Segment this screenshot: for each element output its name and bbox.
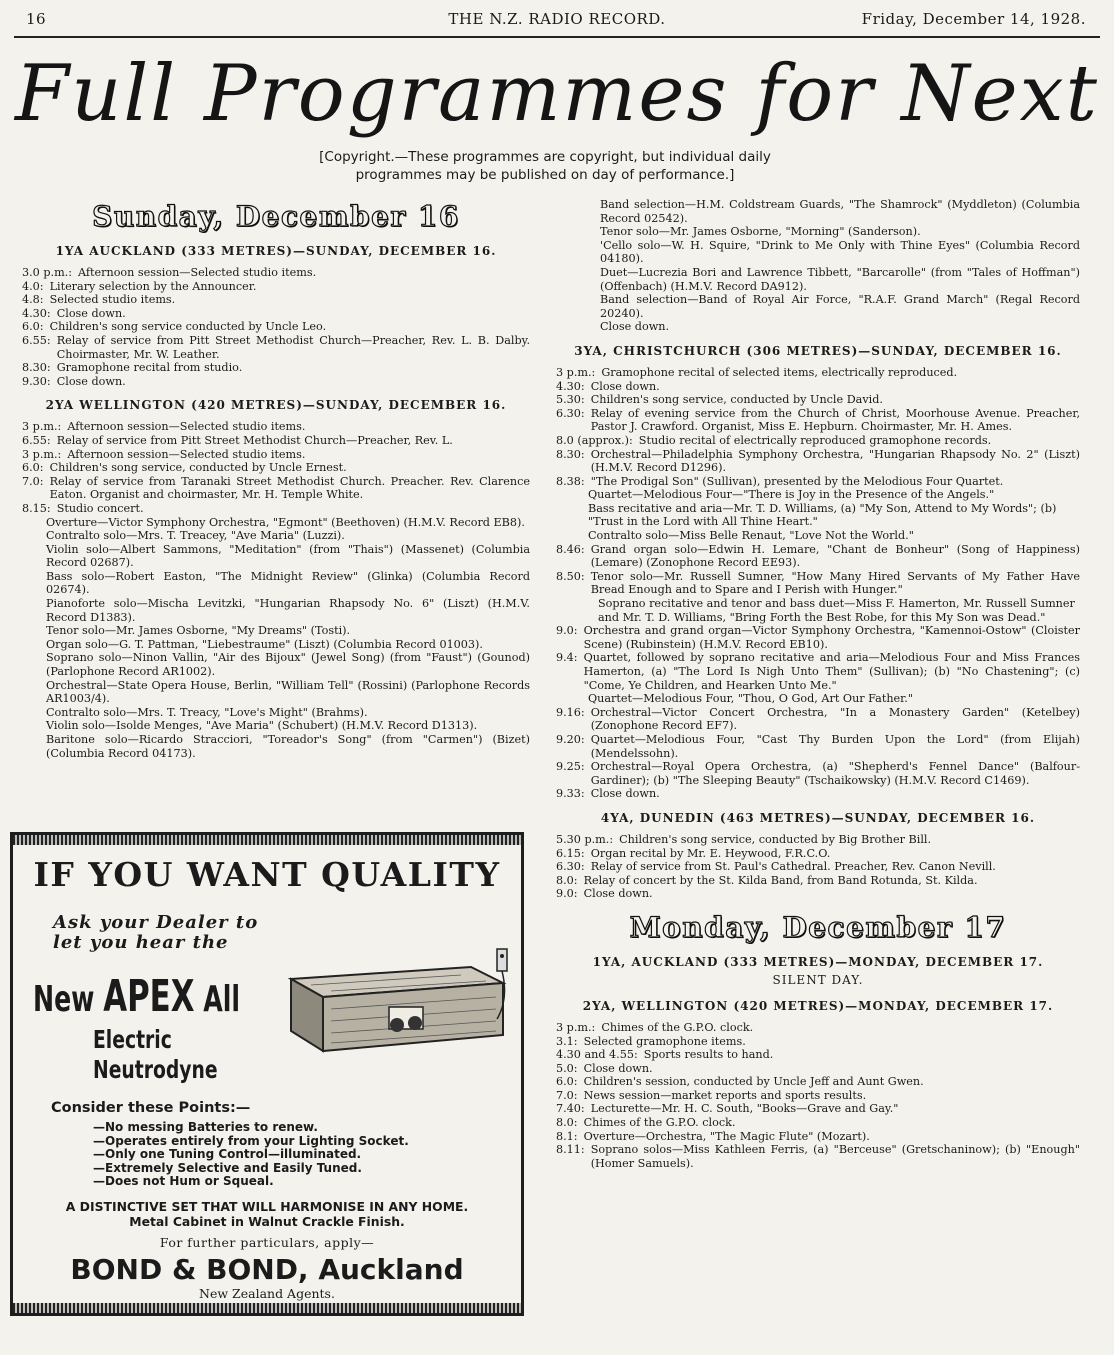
programme-item bbox=[556, 434, 1080, 448]
item-time: 7.0: bbox=[556, 1088, 578, 1102]
item-time: 8.0: bbox=[556, 873, 578, 887]
ad-product-type bbox=[93, 1025, 218, 1085]
programme-item bbox=[22, 280, 530, 294]
programme-list-2ya-monday bbox=[556, 1021, 1080, 1171]
item-time: 6.0: bbox=[22, 461, 44, 475]
concert-item: Violin solo—Isolde Menges, "Ave Maria" (Schubert) (H.M.V. Record D1313). bbox=[46, 719, 478, 733]
ad-point: —Only one Tuning Control—illuminated. bbox=[93, 1147, 362, 1162]
item-time: 4.0: bbox=[22, 279, 44, 293]
item-text: News session—market reports and sports results. bbox=[583, 1088, 867, 1102]
silent-day-note: SILENT DAY. bbox=[772, 972, 864, 987]
programme-item bbox=[556, 651, 1080, 692]
item-text: Close down. bbox=[590, 787, 660, 801]
programme-item bbox=[22, 420, 530, 434]
left-column bbox=[22, 198, 530, 760]
concert-item: Tenor solo—Mr. James Osborne, "My Dreams" (Tosti). bbox=[46, 624, 351, 638]
ad-point: —Extremely Selective and Easily Tuned. bbox=[93, 1160, 362, 1175]
item-text: Children's song service, conducted by Big Brother Bill. bbox=[619, 832, 932, 846]
item-time: 7.40: bbox=[556, 1102, 585, 1116]
item-text: Sports results to hand. bbox=[643, 1048, 774, 1062]
ad-points-list bbox=[93, 1121, 409, 1189]
programme-item bbox=[556, 1143, 1080, 1170]
programme-item bbox=[556, 1116, 1080, 1130]
item-time: 8.50: bbox=[556, 569, 585, 583]
concert-item: Overture—Victor Symphony Orchestra, "Egmont" (Beethoven) (H.M.V. Record EB8). bbox=[46, 515, 525, 529]
item-text: Afternoon session—Selected studio items. bbox=[67, 447, 306, 461]
programme-item bbox=[22, 502, 530, 516]
item-text: Afternoon session—Selected studio items. bbox=[78, 266, 317, 279]
item-time: 9.0: bbox=[556, 624, 578, 638]
programme-list-4ya-sunday bbox=[556, 833, 1080, 901]
programme-list-2ya-sunday bbox=[22, 420, 530, 760]
programme-item bbox=[556, 847, 1080, 861]
item-time: 6.55: bbox=[22, 333, 51, 347]
programme-item bbox=[556, 1021, 1080, 1035]
item-time: 3 p.m.: bbox=[22, 447, 62, 461]
publication-title: THE N.Z. RADIO RECORD. bbox=[448, 10, 666, 28]
ad-consider-heading: Consider these Points:— bbox=[51, 1100, 251, 1116]
item-text: Orchestral—Philadelphia Symphony Orchestra, "Hungarian Rhapsody No. 2" (Liszt) (H.M.V. Record D1296). bbox=[590, 447, 1080, 475]
concert-item: Band selection—Band of Royal Air Force, "R.A.F. Grand March" (Regal Record 20240). bbox=[600, 293, 1080, 320]
programme-item bbox=[556, 570, 1080, 597]
programme-item bbox=[22, 475, 530, 502]
programme-item bbox=[22, 434, 530, 448]
ad-product-brand: APEX bbox=[103, 971, 195, 1022]
item-time: 7.0: bbox=[22, 474, 44, 488]
item-time: 9.33: bbox=[556, 787, 585, 801]
programme-item bbox=[556, 1089, 1080, 1103]
programme-list-2ya-sunday-continued bbox=[556, 198, 1080, 334]
item-time: 9.25: bbox=[556, 760, 585, 774]
item-text: Children's song service conducted by Uncle Leo. bbox=[49, 320, 327, 334]
item-text: Close down. bbox=[56, 306, 126, 320]
programme-item bbox=[556, 407, 1080, 434]
item-text: Relay of service from Pitt Street Methodist Church—Preacher, Rev. L. B. Dalby. Choirmaster, Mr. W. Leather. bbox=[56, 333, 530, 361]
item-text: Close down. bbox=[583, 887, 653, 901]
item-text: Relay of evening service from the Church of Christ, Moorhouse Avenue. Preacher, Pastor J. Crawford. Organist, Miss E. Hepburn. Choirmaster, Mr. H. Ames. bbox=[590, 406, 1080, 434]
programme-item bbox=[22, 448, 530, 462]
apex-radio-advertisement bbox=[10, 832, 524, 1316]
ad-cabinet-finish: Metal Cabinet in Walnut Crackle Finish. bbox=[129, 1214, 405, 1229]
ad-agents: New Zealand Agents. bbox=[199, 1286, 335, 1301]
station-heading-2ya-monday: 2YA, WELLINGTON (420 METRES)—MONDAY, DECEMBER 17. bbox=[582, 998, 1054, 1013]
programme-item bbox=[556, 1130, 1080, 1144]
item-text: Relay of service from Taranaki Street Methodist Church. Preacher. Rev. Clarence Eaton. Organist and choirmaster, Mr. H. Temple White. bbox=[49, 474, 530, 502]
item-time: 3 p.m.: bbox=[556, 1020, 596, 1034]
page-number: 16 bbox=[26, 10, 47, 28]
item-text: Orchestra and grand organ—Victor Symphony Orchestra, "Kamennoi-Ostow" (Cloister Scene) (Rubinstein) (H.M.V. Record EB10). bbox=[583, 624, 1080, 651]
concert-item: Soprano solo—Ninon Vallin, "Air des Bijoux" (Jewel Song) (from "Faust") (Gounod) (Parlophone Record AR1002). bbox=[46, 651, 530, 679]
ad-product-neutrodyne: Neutrodyne bbox=[93, 1055, 218, 1084]
concert-item: Pianoforte solo—Mischa Levitzki, "Hungarian Rhapsody No. 6" (Liszt) (H.M.V. Record D1383). bbox=[46, 597, 530, 624]
programme-item bbox=[22, 266, 530, 280]
item-time: 3 p.m.: bbox=[22, 420, 62, 434]
programme-item bbox=[22, 361, 530, 375]
station-heading-1ya-sunday: 1YA AUCKLAND (333 METRES)—SUNDAY, DECEMBER 16. bbox=[55, 244, 497, 258]
item-text: Gramophone recital from studio. bbox=[56, 361, 243, 375]
item-time: 5.30: bbox=[556, 393, 585, 407]
sub-item: Bass recitative and aria—Mr. T. D. Williams, (a) "My Son, Attend to My Words"; (b) "Trust in the Lord with All Thine Heart." bbox=[588, 501, 1057, 529]
item-time: 8.30: bbox=[22, 361, 51, 375]
item-time: 8.11: bbox=[556, 1143, 585, 1157]
sub-item: Quartet—Melodious Four, "Thou, O God, Art Our Father." bbox=[588, 692, 913, 706]
ad-product-all: All bbox=[194, 979, 240, 1020]
item-time: 6.0: bbox=[556, 1075, 578, 1089]
monday-title: Monday, December 17 bbox=[629, 910, 1007, 944]
concert-item: 'Cello solo—W. H. Squire, "Drink to Me Only with Thine Eyes" (Columbia Record 04180). bbox=[600, 238, 1080, 266]
item-text: Soprano solos—Miss Kathleen Ferris, (a) "Berceuse" (Gretschaninow); (b) "Enough" (Homer Samuels). bbox=[590, 1143, 1080, 1170]
item-text: Children's song service, conducted by Uncle David. bbox=[590, 393, 883, 407]
item-time: 8.0: bbox=[556, 1116, 578, 1130]
concert-item: Orchestral—State Opera House, Berlin, "William Tell" (Rossini) (Parlophone Records AR1003/4). bbox=[46, 678, 530, 706]
station-heading-3ya-sunday: 3YA, CHRISTCHURCH (306 METRES)—SUNDAY, DECEMBER 16. bbox=[574, 343, 1062, 358]
item-time: 8.15: bbox=[22, 501, 51, 515]
item-text: Lecturette—Mr. H. C. South, "Books—Grave and Gay." bbox=[590, 1102, 899, 1116]
ad-ask-dealer bbox=[53, 913, 258, 953]
programme-item bbox=[556, 706, 1080, 733]
item-time: 9.16: bbox=[556, 705, 585, 719]
item-text: Quartet, followed by soprano recitative and aria—Melodious Four and Miss Frances Hamerton, (a) "The Lord Is Nigh Unto Them" (Sullivan); (b) "No Chastening"; (c) "Come, Ye Children, and Hearken Unto Me." bbox=[583, 651, 1080, 692]
ad-company-name: BOND & BOND, Auckland bbox=[70, 1253, 464, 1286]
station-heading-2ya-sunday: 2YA WELLINGTON (420 METRES)—SUNDAY, DECEMBER 16. bbox=[45, 398, 507, 413]
item-time: 8.38: bbox=[556, 474, 585, 488]
item-text: Chimes of the G.P.O. clock. bbox=[583, 1116, 736, 1130]
item-text: Selected studio items. bbox=[49, 293, 176, 307]
station-heading-1ya-monday: 1YA, AUCKLAND (333 METRES)—MONDAY, DECEMBER 17. bbox=[592, 954, 1044, 969]
item-time: 6.0: bbox=[22, 320, 44, 334]
programme-item bbox=[556, 833, 1080, 847]
programme-item bbox=[22, 293, 530, 307]
item-time: 4.8: bbox=[22, 293, 44, 307]
item-time: 8.0 (approx.): bbox=[556, 433, 633, 447]
item-text: Overture—Orchestra, "The Magic Flute" (Mozart). bbox=[583, 1129, 870, 1143]
item-time: 6.30: bbox=[556, 860, 585, 874]
item-time: 6.55: bbox=[22, 433, 51, 447]
programme-item bbox=[556, 760, 1080, 787]
ad-point: —Does not Hum or Squeal. bbox=[93, 1174, 274, 1189]
item-time: 8.1: bbox=[556, 1129, 578, 1143]
programme-item bbox=[556, 874, 1080, 888]
programme-item bbox=[556, 733, 1080, 760]
programme-item bbox=[22, 307, 530, 321]
concert-item: Organ solo—G. T. Pattman, "Liebestraume" (Liszt) (Columbia Record 01003). bbox=[46, 637, 483, 651]
ad-ask-line: Ask your Dealer to bbox=[53, 912, 259, 933]
header-rule bbox=[14, 36, 1100, 38]
item-time: 5.0: bbox=[556, 1061, 578, 1075]
concert-item: Band selection—H.M. Coldstream Guards, "The Shamrock" (Myddleton) (Columbia Record 02542). bbox=[600, 198, 1080, 225]
item-text: Children's session, conducted by Uncle Jeff and Aunt Gwen. bbox=[583, 1075, 924, 1089]
programme-item bbox=[22, 334, 530, 361]
item-text: Studio recital of electrically reproduced gramophone records. bbox=[638, 433, 992, 447]
programme-item bbox=[556, 1102, 1080, 1116]
concert-item: Duet—Lucrezia Bori and Lawrence Tibbett, "Barcarolle" (from "Tales of Hoffman") (Offenbach) (H.M.V. Record DA912). bbox=[600, 265, 1080, 293]
issue-date: Friday, December 14, 1928. bbox=[861, 10, 1086, 28]
item-text: Relay of service from Pitt Street Methodist Church—Preacher, Rev. L. bbox=[56, 433, 453, 447]
programme-item bbox=[556, 448, 1080, 475]
ad-ask-line: let you hear the bbox=[53, 932, 229, 953]
item-text: Children's song service, conducted by Uncle Ernest. bbox=[49, 461, 347, 475]
copyright-note: [Copyright.—These programmes are copyright, but individual daily programmes may be published on day of performance.] bbox=[319, 149, 771, 183]
item-time: 9.20: bbox=[556, 732, 585, 746]
item-text: Gramophone recital of selected items, electrically reproduced. bbox=[601, 365, 958, 379]
programme-item bbox=[556, 860, 1080, 874]
item-text: "The Prodigal Son" (Sullivan), presented by the Melodious Four Quartet. bbox=[590, 474, 1004, 488]
item-time: 3.1: bbox=[556, 1034, 578, 1048]
sub-item: Contralto solo—Miss Belle Renaut, "Love Not the World." bbox=[588, 529, 914, 543]
programme-item bbox=[22, 375, 530, 389]
programme-item bbox=[556, 787, 1080, 801]
item-text: Orchestral—Victor Concert Orchestra, "In a Monastery Garden" (Ketelbey) (Zonophone Record EF7). bbox=[590, 705, 1080, 733]
programme-item bbox=[556, 1048, 1080, 1062]
item-text: Organ recital by Mr. E. Heywood, F.R.C.O. bbox=[590, 846, 831, 860]
item-time: 5.30 p.m.: bbox=[556, 832, 614, 846]
programme-item bbox=[556, 380, 1080, 394]
ad-headline: IF YOU WANT QUALITY bbox=[33, 855, 501, 894]
item-text: Orchestral—Royal Opera Orchestra, (a) "Shepherd's Fennel Dance" (Balfour-Gardiner); (b) "The Sleeping Beauty" (Tschaikowsky) (H.M.V. Record C1469). bbox=[590, 760, 1080, 787]
ad-point: —Operates entirely from your Lighting Socket. bbox=[93, 1133, 409, 1148]
item-text: Quartet—Melodious Four, "Cast Thy Burden Upon the Lord" (from Elijah) (Mendelssohn). bbox=[590, 732, 1080, 760]
item-time: 9.0: bbox=[556, 887, 578, 901]
item-time: 6.15: bbox=[556, 846, 585, 860]
item-time: 9.30: bbox=[22, 374, 51, 388]
ad-further-particulars: For further particulars, apply— bbox=[159, 1235, 375, 1250]
sub-item: Quartet—Melodious Four—"There is Joy in the Presence of the Angels." bbox=[588, 488, 995, 502]
item-time: 4.30 and 4.55: bbox=[556, 1048, 638, 1062]
concert-item: Violin solo—Albert Sammons, "Meditation" (from "Thais") (Massenet) (Columbia Record 02687). bbox=[46, 542, 530, 570]
close-down: Close down. bbox=[600, 320, 670, 334]
concert-item: Tenor solo—Mr. James Osborne, "Morning" (Sanderson). bbox=[600, 225, 921, 239]
radio-cabinet-illustration bbox=[271, 939, 511, 1059]
sub-item: Soprano recitative and tenor and bass duet—Miss F. Hamerton, Mr. Russell Sumner and Mr. T. D. Williams, "Bring Forth the Best Robe, for this My Son was Dead." bbox=[598, 597, 1075, 624]
concert-item: Baritone solo—Ricardo Stracciori, "Toreador's Song" (from "Carmen") (Bizet) (Columbia Record 04173). bbox=[46, 733, 530, 760]
item-time: 3.0 p.m.: bbox=[22, 266, 72, 279]
programme-item bbox=[556, 1062, 1080, 1076]
station-heading-4ya-sunday: 4YA, DUNEDIN (463 METRES)—SUNDAY, DECEMBER 16. bbox=[600, 810, 1036, 825]
page-headline: Full Programmes for Next bbox=[14, 49, 1100, 139]
programme-item bbox=[556, 366, 1080, 380]
item-text: Chimes of the G.P.O. clock. bbox=[601, 1020, 754, 1034]
ad-product-name bbox=[33, 971, 240, 1022]
item-text: Grand organ solo—Edwin H. Lemare, "Chant de Bonheur" (Song of Happiness) (Lemare) (Zonophone Record EE93). bbox=[590, 542, 1080, 570]
item-text: Studio concert. bbox=[56, 501, 144, 515]
ad-tagline bbox=[13, 1199, 521, 1229]
item-time: 6.30: bbox=[556, 406, 585, 420]
ad-product-new: New bbox=[33, 979, 104, 1020]
programme-item bbox=[556, 393, 1080, 407]
item-text: Close down. bbox=[590, 379, 660, 393]
programme-item bbox=[556, 543, 1080, 570]
item-text: Close down. bbox=[583, 1061, 653, 1075]
programme-item bbox=[22, 320, 530, 334]
item-text: Afternoon session—Selected studio items. bbox=[67, 420, 306, 434]
programme-list-1ya-sunday bbox=[22, 266, 530, 388]
programme-item bbox=[22, 461, 530, 475]
ad-border-band bbox=[13, 1303, 521, 1313]
item-text: Selected gramophone items. bbox=[583, 1034, 746, 1048]
item-time: 9.4: bbox=[556, 651, 578, 665]
item-time: 4.30: bbox=[556, 379, 585, 393]
item-time: 3 p.m.: bbox=[556, 365, 596, 379]
ad-tagline-main: A DISTINCTIVE SET THAT WILL HARMONISE IN ANY HOME. bbox=[65, 1199, 469, 1214]
item-time: 8.30: bbox=[556, 447, 585, 461]
programme-item bbox=[556, 887, 1080, 901]
ad-point: —No messing Batteries to renew. bbox=[93, 1120, 318, 1134]
ad-border-band bbox=[13, 835, 521, 845]
item-text: Literary selection by the Announcer. bbox=[49, 279, 257, 293]
item-text: Close down. bbox=[56, 374, 126, 388]
programme-item bbox=[556, 475, 1080, 489]
item-time: 4.30: bbox=[22, 306, 51, 320]
concert-item: Contralto solo—Mrs. T. Treacey, "Ave Maria" (Luzzi). bbox=[46, 529, 345, 543]
concert-item: Bass solo—Robert Easton, "The Midnight Review" (Glinka) (Columbia Record 02674). bbox=[46, 569, 530, 597]
concert-item: Contralto solo—Mrs. T. Treacy, "Love's Might" (Brahms). bbox=[46, 705, 368, 719]
sunday-title: Sunday, December 16 bbox=[92, 200, 460, 233]
programme-item bbox=[556, 1035, 1080, 1049]
ad-product-electric: Electric bbox=[93, 1025, 172, 1054]
item-text: Relay of concert by the St. Kilda Band, from Band Rotunda, St. Kilda. bbox=[583, 873, 978, 887]
item-time: 8.46: bbox=[556, 542, 585, 556]
programme-item bbox=[556, 1075, 1080, 1089]
programme-list-3ya-sunday bbox=[556, 366, 1080, 801]
programme-item bbox=[556, 624, 1080, 651]
running-head bbox=[0, 0, 1114, 34]
item-text: Tenor solo—Mr. Russell Sumner, "How Many Hired Servants of My Father Have Bread Enough and to Spare and I Perish with Hunger." bbox=[590, 569, 1080, 597]
right-column bbox=[556, 198, 1080, 1170]
item-text: Relay of service from St. Paul's Cathedral. Preacher, Rev. Canon Nevill. bbox=[590, 860, 996, 874]
